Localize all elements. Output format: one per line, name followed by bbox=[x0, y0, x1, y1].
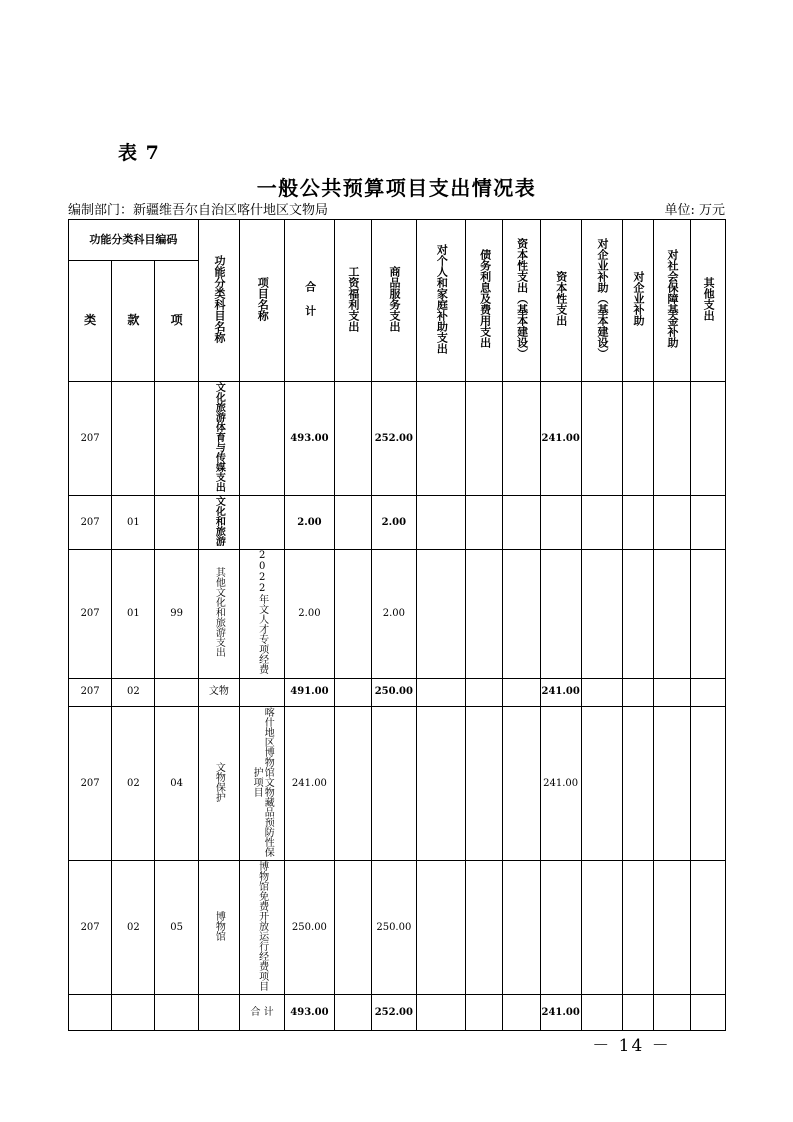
cell-item bbox=[155, 994, 198, 1030]
cell-other bbox=[690, 382, 725, 496]
table-row bbox=[69, 706, 726, 860]
cell-section bbox=[112, 382, 155, 496]
header-interest: 债务利息及费用支出 bbox=[466, 220, 503, 382]
cell-other bbox=[690, 994, 725, 1030]
cell-total: 2.00 bbox=[285, 496, 334, 550]
header-enterprise: 对企业补助 bbox=[622, 220, 653, 382]
cell-personal bbox=[417, 678, 466, 706]
cell-total: 250.00 bbox=[285, 860, 334, 994]
cell-total: 2.00 bbox=[285, 550, 334, 678]
cell-capital bbox=[540, 496, 581, 550]
cell-salary bbox=[334, 860, 371, 994]
cell-goods: 252.00 bbox=[371, 382, 416, 496]
cell-section: 01 bbox=[112, 496, 155, 550]
cell-personal bbox=[417, 382, 466, 496]
header-capital-basic: 资本性支出（基本建设） bbox=[503, 220, 540, 382]
header-personal-aid: 对个人和家庭补助支出 bbox=[417, 220, 466, 382]
cell-salary bbox=[334, 550, 371, 678]
cell-salary bbox=[334, 706, 371, 860]
budget-table bbox=[68, 219, 726, 1031]
cell-class: 207 bbox=[69, 706, 112, 860]
cell-other bbox=[690, 706, 725, 860]
cell-project-name bbox=[239, 382, 284, 496]
cell-goods: 2.00 bbox=[371, 496, 416, 550]
cell-interest bbox=[466, 382, 503, 496]
cell-func-name: 文化旅游体育与传媒支出 bbox=[198, 382, 239, 496]
header-section: 款 bbox=[112, 261, 155, 382]
cell-goods: 250.00 bbox=[371, 860, 416, 994]
cell-class: 207 bbox=[69, 550, 112, 678]
cell-func-name: 文化和旅游 bbox=[198, 496, 239, 550]
cell-other bbox=[690, 860, 725, 994]
cell-capital-basic bbox=[503, 496, 540, 550]
header-func-name: 功能分类科目名称 bbox=[198, 220, 239, 382]
cell-section: 01 bbox=[112, 550, 155, 678]
cell-social bbox=[653, 496, 690, 550]
header-enterprise-basic: 对企业补助（基本建设） bbox=[581, 220, 622, 382]
cell-item: 05 bbox=[155, 860, 198, 994]
table-row bbox=[69, 496, 726, 550]
table-label: 表 7 bbox=[118, 142, 160, 164]
header-group-code: 功能分类科目编码 bbox=[69, 220, 199, 261]
cell-social bbox=[653, 860, 690, 994]
cell-enterprise-basic bbox=[581, 860, 622, 994]
header-total: 合 计 bbox=[285, 220, 334, 382]
cell-salary bbox=[334, 496, 371, 550]
cell-capital-basic bbox=[503, 706, 540, 860]
cell-enterprise bbox=[622, 860, 653, 994]
cell-salary bbox=[334, 678, 371, 706]
cell-social bbox=[653, 994, 690, 1030]
cell-interest bbox=[466, 706, 503, 860]
cell-project-name: 喀什地区博物馆文物藏品预防性保护项目 bbox=[239, 706, 284, 860]
cell-enterprise-basic bbox=[581, 706, 622, 860]
cell-capital: 241.00 bbox=[540, 382, 581, 496]
cell-class: 207 bbox=[69, 678, 112, 706]
table-row bbox=[69, 860, 726, 994]
cell-item bbox=[155, 496, 198, 550]
cell-capital: 241.00 bbox=[540, 678, 581, 706]
cell-class: 207 bbox=[69, 382, 112, 496]
cell-section: 02 bbox=[112, 860, 155, 994]
cell-section bbox=[112, 994, 155, 1030]
cell-func-name bbox=[198, 994, 239, 1030]
cell-enterprise bbox=[622, 678, 653, 706]
cell-project-name bbox=[239, 678, 284, 706]
cell-item bbox=[155, 382, 198, 496]
header-project-name: 项目名称 bbox=[239, 220, 284, 382]
cell-social bbox=[653, 550, 690, 678]
cell-project-name bbox=[239, 496, 284, 550]
department-label: 编制部门：新疆维吾尔自治区喀什地区文物局 bbox=[68, 203, 329, 218]
cell-total-label: 合 计 bbox=[239, 994, 284, 1030]
header-class: 类 bbox=[69, 261, 112, 382]
cell-func-name: 其他文化和旅游支出 bbox=[198, 550, 239, 678]
cell-capital-basic bbox=[503, 550, 540, 678]
cell-salary bbox=[334, 382, 371, 496]
cell-personal bbox=[417, 550, 466, 678]
cell-interest bbox=[466, 550, 503, 678]
cell-func-name: 文物保护 bbox=[198, 706, 239, 860]
cell-salary bbox=[334, 994, 371, 1030]
cell-enterprise bbox=[622, 994, 653, 1030]
cell-enterprise bbox=[622, 550, 653, 678]
cell-total: 493.00 bbox=[285, 382, 334, 496]
cell-class: 207 bbox=[69, 496, 112, 550]
cell-total: 491.00 bbox=[285, 678, 334, 706]
cell-item bbox=[155, 678, 198, 706]
cell-capital: 241.00 bbox=[540, 994, 581, 1030]
table-total-row bbox=[69, 994, 726, 1030]
cell-capital-basic bbox=[503, 994, 540, 1030]
table-row bbox=[69, 678, 726, 706]
cell-goods: 2.00 bbox=[371, 550, 416, 678]
cell-social bbox=[653, 382, 690, 496]
cell-interest bbox=[466, 860, 503, 994]
cell-other bbox=[690, 550, 725, 678]
cell-total: 241.00 bbox=[285, 706, 334, 860]
cell-personal bbox=[417, 496, 466, 550]
cell-social bbox=[653, 706, 690, 860]
cell-enterprise-basic bbox=[581, 678, 622, 706]
page-footer bbox=[0, 1031, 793, 1056]
unit-label: 单位: 万元 bbox=[664, 203, 725, 218]
cell-project-name: 2022年文人才专项经费 bbox=[239, 550, 284, 678]
cell-enterprise bbox=[622, 496, 653, 550]
cell-other bbox=[690, 496, 725, 550]
cell-class bbox=[69, 994, 112, 1030]
cell-capital bbox=[540, 550, 581, 678]
cell-goods: 250.00 bbox=[371, 678, 416, 706]
cell-capital-basic bbox=[503, 860, 540, 994]
table-row bbox=[69, 382, 726, 496]
cell-capital-basic bbox=[503, 382, 540, 496]
cell-personal bbox=[417, 994, 466, 1030]
header-social-security: 对社会保障基金补助 bbox=[653, 220, 690, 382]
cell-interest bbox=[466, 496, 503, 550]
cell-enterprise bbox=[622, 382, 653, 496]
table-body bbox=[69, 382, 726, 1031]
cell-enterprise-basic bbox=[581, 550, 622, 678]
cell-capital: 241.00 bbox=[540, 706, 581, 860]
cell-personal bbox=[417, 860, 466, 994]
cell-enterprise bbox=[622, 706, 653, 860]
cell-total: 493.00 bbox=[285, 994, 334, 1030]
page-title: 一般公共预算项目支出情况表 bbox=[256, 176, 537, 200]
cell-section: 02 bbox=[112, 678, 155, 706]
document-meta bbox=[68, 199, 725, 218]
cell-project-name: 博物馆免费开放运行经费项目 bbox=[239, 860, 284, 994]
header-row-1 bbox=[69, 220, 726, 261]
cell-class: 207 bbox=[69, 860, 112, 994]
header-goods: 商品服务支出 bbox=[371, 220, 416, 382]
cell-func-name: 博物馆 bbox=[198, 860, 239, 994]
cell-interest bbox=[466, 994, 503, 1030]
cell-func-name: 文物 bbox=[198, 678, 239, 706]
cell-capital bbox=[540, 860, 581, 994]
cell-personal bbox=[417, 706, 466, 860]
cell-goods bbox=[371, 706, 416, 860]
cell-item: 04 bbox=[155, 706, 198, 860]
cell-goods: 252.00 bbox=[371, 994, 416, 1030]
cell-item: 99 bbox=[155, 550, 198, 678]
cell-section: 02 bbox=[112, 706, 155, 860]
cell-enterprise-basic bbox=[581, 496, 622, 550]
table-row bbox=[69, 550, 726, 678]
header-other: 其他支出 bbox=[690, 220, 725, 382]
cell-interest bbox=[466, 678, 503, 706]
header-item: 项 bbox=[155, 261, 198, 382]
header-salary: 工资福利支出 bbox=[334, 220, 371, 382]
cell-capital-basic bbox=[503, 678, 540, 706]
cell-social bbox=[653, 678, 690, 706]
page-number: － 14 － bbox=[592, 1036, 671, 1056]
cell-enterprise-basic bbox=[581, 382, 622, 496]
cell-other bbox=[690, 678, 725, 706]
header-capital: 资本性支出 bbox=[540, 220, 581, 382]
table-header bbox=[69, 220, 726, 382]
cell-enterprise-basic bbox=[581, 994, 622, 1030]
